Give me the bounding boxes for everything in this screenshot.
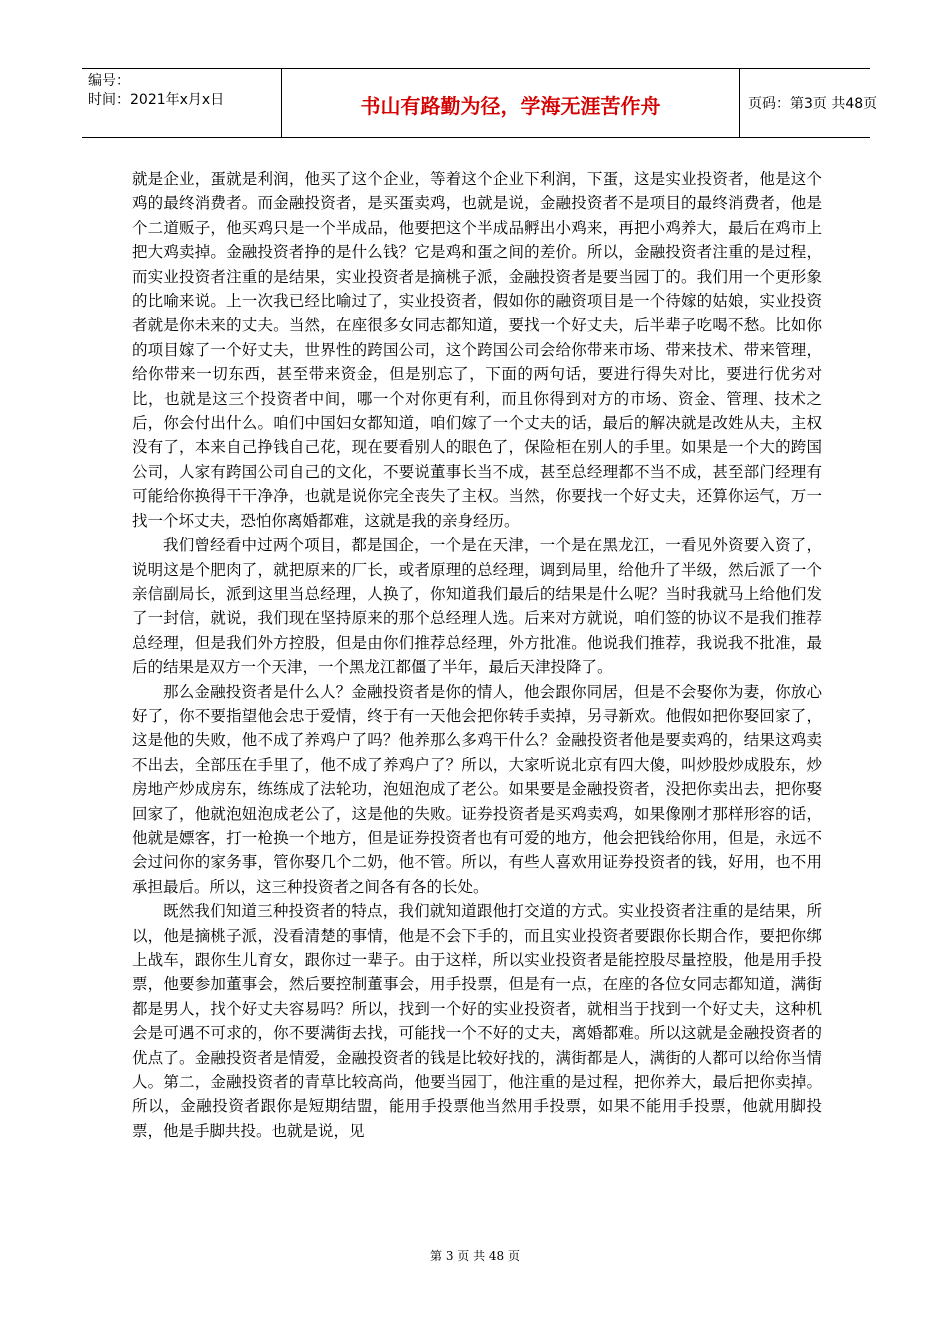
header-motto: 书山有路勤为径，学海无涯苦作舟 <box>360 94 661 118</box>
document-number-label: 编号： <box>88 73 130 89</box>
body-paragraph-2: 我们曾经看中过两个项目，都是国企，一个是在天津，一个是在黑龙江，一看见外资要入资了，说明这是个肥肉了，就把原来的厂长，或者原理的总经理，调到局里，给他升了半级，然后派了一个亲信副局长，派到这里当总经理，人换了，你知道我们最后的结果是什么呢？当时我就马上给他们发了一封信，就说，我们现在坚持原来的那个总经理人选。后来对方就说，咱们签的协议不是我们推荐总经理，但是我们外方控股，但是由你们推荐总经理，外方批准。他说我们推荐，我说我不批准，最后的结果是双方一个天津，一个黑龙江都僵了半年，最后天津投降了。 <box>132 536 822 677</box>
header-motto-cell <box>282 69 740 137</box>
header-meta-cell <box>82 69 282 137</box>
header-page-cell <box>740 69 878 137</box>
body-paragraph-4: 既然我们知道三种投资者的特点，我们就知道跟他打交道的方式。实业投资者注重的是结果，所以，他是摘桃子派，没看清楚的事情，他是不会下手的，而且实业投资者要跟你长期合作，要把你绑上战车，跟你生儿育女，跟你过一辈子。由于这样，所以实业投资者是能控股尽量控股，他是用手投票，他要参加董事会，然后要控制董事会，用手投票，但是有一点，在座的各位女同志都知道，满街都是男人，找个好丈夫容易吗？所以，找到一个好的实业投资者，就相当于找到一个好丈夫，这种机会是可遇不可求的，你不要满街去找，可能找一个不好的丈夫，离婚都难。所以这就是金融投资者的优点了。金融投资者是情爱，金融投资者的钱是比较好找的，满街都是人，满街的人都可以给你当情人。第二，金融投资者的青草比较高尚，他要当园丁，他注重的是过程，把你养大，最后把你卖掉。所以，金融投资者跟你是短期结盟，能用手投票他当然用手投票，如果不能用手投票，他就用脚投票，他是手脚共投。也就是说，见 <box>132 902 822 1140</box>
body-paragraph-1: 就是企业，蛋就是利润，他买了这个企业，等着这个企业下利润，下蛋，这是实业投资者，他是这个鸡的最终消费者。而金融投资者，是买蛋卖鸡，也就是说，金融投资者不是项目的最终消费者，他是个二道贩子，他买鸡只是一个半成品，他要把这个半成品孵出小鸡来，再把小鸡养大，最后在鸡市上把大鸡卖掉。金融投资者挣的是什么钱？它是鸡和蛋之间的差价。所以，金融投资者注重的是过程，而实业投资者注重的是结果，实业投资者是摘桃子派，金融投资者是要当园丁的。我们用一个更形象的比喻来说。上一次我已经比喻过了，实业投资者，假如你的融资项目是一个待嫁的姑娘，实业投资者就是你未来的丈夫。当然，在座很多女同志都知道，要找一个好丈夫，后半辈子吃喝不愁。比如你的项目嫁了一个好丈夫，世界性的跨国公司，这个跨国公司会给你带来市场、带来技术、带来管理，给你带来一切东西，甚至带来资金，但是别忘了，下面的两句话，要进行得失对比，要进行优劣对比，也就是这三个投资者中间，哪一个对你更有利，而且你得到对方的市场、资金、管理、技术之后，你会付出什么。咱们中国妇女都知道，咱们嫁了一个丈夫的话，最后的解决就是改姓从夫，主权没有了，本来自己挣钱自己花，现在要看别人的眼色了，保险柜在别人的手里。如果是一个大的跨国公司，人家有跨国公司自己的文化，不要说董事长当不成，甚至总经理都不当不成，甚至部门经理有可能给你换得干干净净，也就是说你完全丧失了主权。当然，你要找一个好丈夫，还算你运气，万一找一个坏丈夫，恐怕你离婚都难，这就是我的亲身经历。 <box>132 170 822 530</box>
page-footer: 第 3 页 共 48 页 <box>430 1249 520 1263</box>
document-time-label: 时间：2021年x月x日 <box>88 92 225 108</box>
header-page-info: 页码：第3页 共48页 <box>748 96 878 112</box>
document-body <box>132 167 822 1143</box>
page-header <box>82 68 878 138</box>
body-paragraph-3: 那么金融投资者是什么人？金融投资者是你的情人，他会跟你同居，但是不会娶你为妻，你放心好了，你不要指望他会忠于爱情，终于有一天他会把你转手卖掉，另寻新欢。他假如把你娶回家了，这是他的失败，他不成了养鸡户了吗？他养那么多鸡干什么？金融投资者他是要卖鸡的，结果这鸡卖不出去，全部压在手里了，他不成了养鸡户了？所以，大家听说北京有四大傻，叫炒股炒成股东，炒房地产炒成房东，练练成了法轮功，泡妞泡成了老公。如果要是金融投资者，没把你卖出去，把你娶回家了，他就泡妞泡成老公了，这是他的失败。证券投资者是买鸡卖鸡，如果像刚才那样形容的话，他就是嫖客，打一枪换一个地方，但是证券投资者也有可爱的地方，他会把钱给你用，但是，永远不会过问你的家务事，管你娶几个二奶，他不管。所以，有些人喜欢用证券投资者的钱，好用，也不用承担最后。所以，这三种投资者之间各有各的长处。 <box>132 682 822 896</box>
